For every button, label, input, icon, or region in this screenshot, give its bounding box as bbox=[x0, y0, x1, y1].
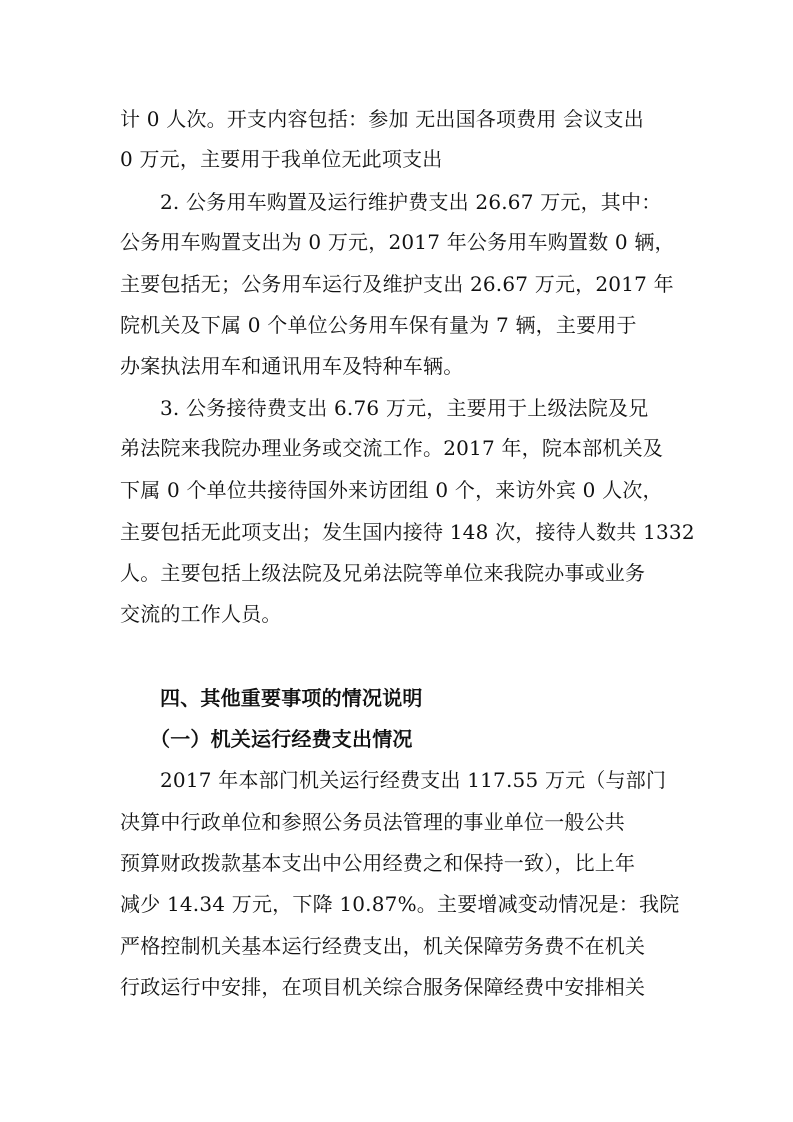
paragraph-line: 2017 年本部门机关运行经费支出 117.55 万元（与部门 bbox=[160, 768, 667, 792]
paragraph-line: 减少 14.34 万元，下降 10.87%。主要增减变动情况是：我院 bbox=[120, 892, 680, 916]
paragraph-line: 办案执法用车和通讯用车及特种车辆。 bbox=[120, 354, 464, 378]
paragraph-line: 0 万元，主要用于我单位无此项支出 bbox=[120, 147, 443, 171]
paragraph-line: 计 0 人次。开支内容包括：参加 无出国各项费用 会议支出 bbox=[120, 107, 644, 131]
paragraph-line: 公务用车购置支出为 0 万元，2017 年公务用车购置数 0 辆， bbox=[120, 230, 675, 254]
section-heading: 四、其他重要事项的情况说明 bbox=[160, 686, 423, 710]
paragraph-line: 主要包括无；公务用车运行及维护支出 26.67 万元，2017 年 bbox=[120, 272, 674, 296]
paragraph-line: 严格控制机关基本运行经费支出，机关保障劳务费不在机关 bbox=[120, 934, 646, 958]
paragraph-line: 预算财政拨款基本支出中公用经费之和保持一致），比上年 bbox=[120, 851, 636, 875]
paragraph-line: 行政运行中安排，在项目机关综合服务保障经费中安排相关 bbox=[120, 975, 646, 999]
subsection-heading: （一）机关运行经费支出情况 bbox=[150, 727, 413, 751]
paragraph-line: 交流的工作人员。 bbox=[120, 602, 282, 626]
paragraph-line: 弟法院来我院办理业务或交流工作。2017 年，院本部机关及 bbox=[120, 436, 664, 460]
paragraph-line: 2. 公务用车购置及运行维护费支出 26.67 万元，其中： bbox=[160, 190, 662, 214]
paragraph-line: 3. 公务接待费支出 6.76 万元，主要用于上级法院及兄 bbox=[160, 396, 649, 420]
paragraph-line: 主要包括无此项支出；发生国内接待 148 次，接待人数共 1332 bbox=[120, 520, 695, 544]
paragraph-line: 院机关及下属 0 个单位公务用车保有量为 7 辆，主要用于 bbox=[120, 313, 637, 337]
paragraph-line: 人。主要包括上级法院及兄弟法院等单位来我院办事或业务 bbox=[120, 561, 646, 585]
paragraph-line: 决算中行政单位和参照公务员法管理的事业单位一般公共 bbox=[120, 810, 625, 834]
paragraph-line: 下属 0 个单位共接待国外来访团组 0 个，来访外宾 0 人次， bbox=[120, 478, 663, 502]
